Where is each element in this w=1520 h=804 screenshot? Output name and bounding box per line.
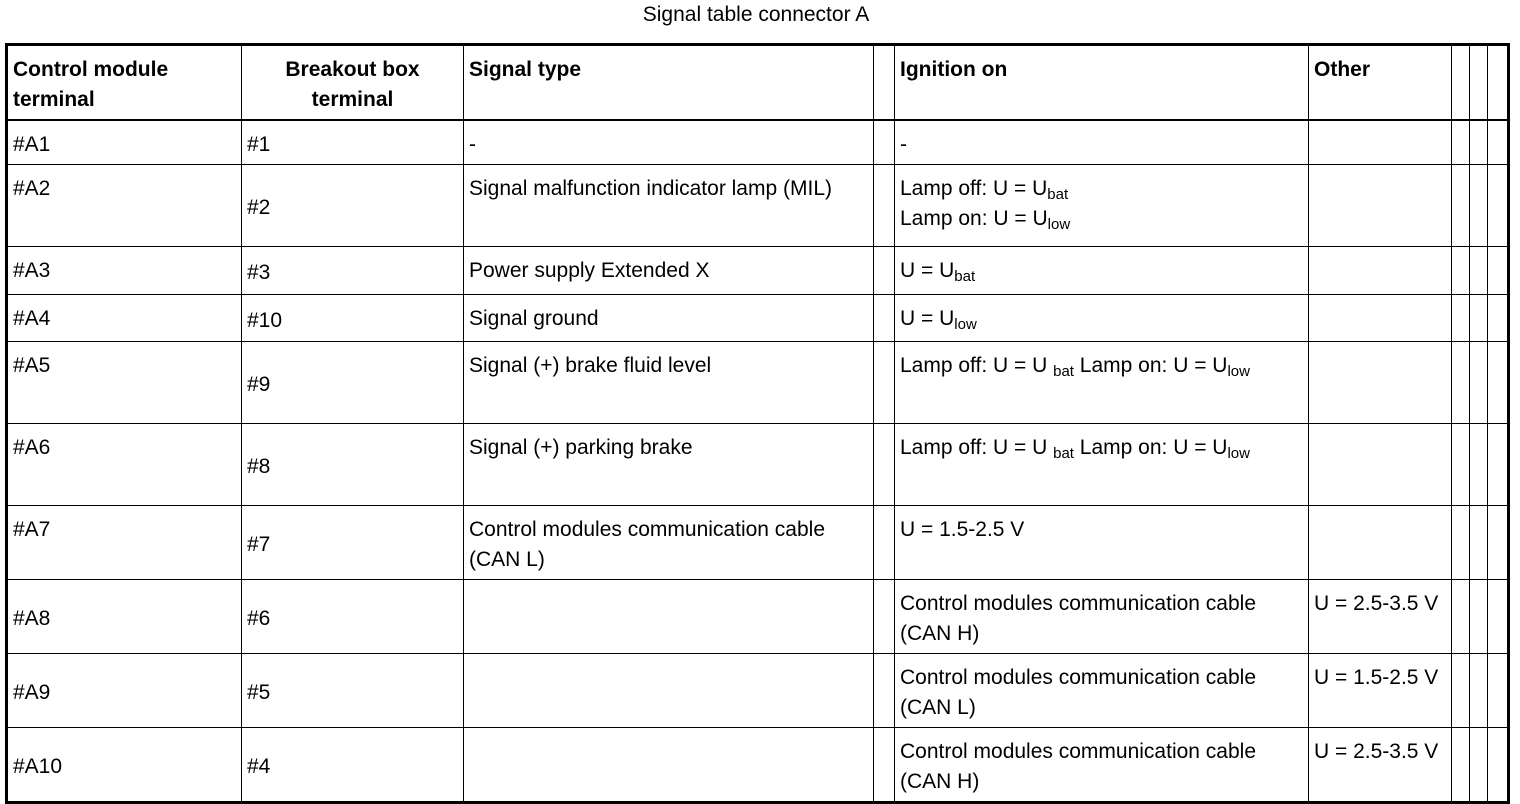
cell-terminal: #A2 bbox=[7, 165, 242, 247]
cell-ignition-on bbox=[895, 295, 1309, 342]
cell-other bbox=[1309, 342, 1452, 424]
cell-signal-type: Power supply Extended X bbox=[464, 247, 874, 295]
cell-signal-type: Signal (+) brake fluid level bbox=[464, 342, 874, 424]
ignition-line-lamp-on bbox=[900, 204, 1303, 234]
cell-signal-type: Signal malfunction indicator lamp (MIL) bbox=[464, 165, 874, 247]
cell-breakout: #8 bbox=[242, 424, 464, 506]
ignition-text: Lamp on: U = U bbox=[1073, 436, 1228, 459]
cell-ignition-on: - bbox=[895, 120, 1309, 165]
table-row bbox=[7, 728, 1509, 803]
cell-signal-type: - bbox=[464, 120, 874, 165]
cell-breakout: #1 bbox=[242, 120, 464, 165]
spacer-cell bbox=[874, 342, 895, 424]
cell-ignition-on bbox=[895, 342, 1309, 424]
empty-cell bbox=[1452, 506, 1470, 580]
empty-cell bbox=[1488, 654, 1509, 728]
cell-ignition-on: Control modules communication cable (CAN H) bbox=[895, 580, 1309, 654]
empty-cell bbox=[1470, 506, 1488, 580]
cell-terminal: #A4 bbox=[7, 295, 242, 342]
cell-breakout: #10 bbox=[242, 295, 464, 342]
empty-cell bbox=[1452, 165, 1470, 247]
cell-ignition-on: Control modules communication cable (CAN L) bbox=[895, 654, 1309, 728]
cell-other bbox=[1309, 506, 1452, 580]
empty-cell bbox=[1488, 247, 1509, 295]
spacer-cell bbox=[874, 247, 895, 295]
cell-terminal: #A5 bbox=[7, 342, 242, 424]
cell-other bbox=[1309, 295, 1452, 342]
subscript-low: low bbox=[1227, 363, 1250, 380]
empty-cell bbox=[1470, 424, 1488, 506]
cell-terminal: #A6 bbox=[7, 424, 242, 506]
empty-cell bbox=[1452, 580, 1470, 654]
cell-signal-type bbox=[464, 728, 874, 803]
spacer-cell bbox=[874, 728, 895, 803]
empty-cell bbox=[1488, 165, 1509, 247]
cell-ignition-on: Control modules communication cable (CAN H) bbox=[895, 728, 1309, 803]
cell-breakout: #7 bbox=[242, 506, 464, 580]
table-row bbox=[7, 580, 1509, 654]
cell-breakout: #3 bbox=[242, 247, 464, 295]
cell-other bbox=[1309, 165, 1452, 247]
header-signal-type: Signal type bbox=[464, 45, 874, 121]
cell-terminal: #A1 bbox=[7, 120, 242, 165]
cell-breakout: #2 bbox=[242, 165, 464, 247]
ignition-text: Lamp on: U = U bbox=[900, 207, 1048, 230]
table-row bbox=[7, 247, 1509, 295]
table-row bbox=[7, 654, 1509, 728]
header-breakout-box-terminal: Breakout box terminal bbox=[242, 45, 464, 121]
signal-table bbox=[5, 43, 1510, 804]
empty-cell bbox=[1452, 342, 1470, 424]
header-row bbox=[7, 45, 1509, 121]
empty-column bbox=[1470, 45, 1488, 121]
table-row bbox=[7, 506, 1509, 580]
cell-ignition-on bbox=[895, 247, 1309, 295]
spacer-column bbox=[874, 45, 895, 121]
table-row bbox=[7, 295, 1509, 342]
ignition-text: Lamp on: U = U bbox=[1073, 354, 1228, 377]
cell-signal-type bbox=[464, 580, 874, 654]
ignition-text: U = U bbox=[900, 307, 955, 330]
cell-terminal: #A9 bbox=[7, 654, 242, 728]
subscript-bat: bat bbox=[1053, 445, 1074, 462]
subscript-bat: bat bbox=[1053, 363, 1074, 380]
empty-cell bbox=[1452, 654, 1470, 728]
empty-cell bbox=[1488, 506, 1509, 580]
cell-terminal: #A3 bbox=[7, 247, 242, 295]
subscript-low: low bbox=[1047, 216, 1071, 233]
empty-cell bbox=[1470, 654, 1488, 728]
header-other: Other bbox=[1309, 45, 1452, 121]
table-row bbox=[7, 165, 1509, 247]
header-control-module-terminal: Control module terminal bbox=[7, 45, 242, 121]
cell-terminal: #A8 bbox=[7, 580, 242, 654]
cell-terminal: #A10 bbox=[7, 728, 242, 803]
empty-cell bbox=[1470, 247, 1488, 295]
ignition-line-lamp-off bbox=[900, 174, 1303, 204]
cell-signal-type: Signal (+) parking brake bbox=[464, 424, 874, 506]
empty-cell bbox=[1452, 424, 1470, 506]
empty-cell bbox=[1488, 120, 1509, 165]
table-caption: Signal table connector A bbox=[642, 3, 870, 26]
cell-ignition-on bbox=[895, 165, 1309, 247]
cell-other: U = 2.5-3.5 V bbox=[1309, 580, 1452, 654]
table-row bbox=[7, 342, 1509, 424]
cell-other bbox=[1309, 247, 1452, 295]
empty-column bbox=[1452, 45, 1470, 121]
cell-signal-type bbox=[464, 654, 874, 728]
cell-other bbox=[1309, 424, 1452, 506]
cell-breakout: #9 bbox=[242, 342, 464, 424]
ignition-text: Lamp off: U = U bbox=[900, 436, 1054, 459]
spacer-cell bbox=[874, 424, 895, 506]
empty-cell bbox=[1452, 120, 1470, 165]
ignition-text: U = U bbox=[900, 259, 955, 282]
subscript-low: low bbox=[1227, 445, 1250, 462]
spacer-cell bbox=[874, 654, 895, 728]
cell-breakout: #4 bbox=[242, 728, 464, 803]
empty-cell bbox=[1488, 424, 1509, 506]
empty-cell bbox=[1488, 342, 1509, 424]
cell-ignition-on bbox=[895, 424, 1309, 506]
subscript-bat: bat bbox=[1047, 186, 1069, 203]
cell-breakout: #6 bbox=[242, 580, 464, 654]
ignition-text: Lamp off: U = U bbox=[900, 354, 1054, 377]
cell-ignition-on: U = 1.5-2.5 V bbox=[895, 506, 1309, 580]
cell-other: U = 2.5-3.5 V bbox=[1309, 728, 1452, 803]
empty-cell bbox=[1470, 580, 1488, 654]
empty-cell bbox=[1470, 165, 1488, 247]
empty-cell bbox=[1470, 728, 1488, 803]
empty-cell bbox=[1452, 295, 1470, 342]
empty-cell bbox=[1470, 295, 1488, 342]
subscript-low: low bbox=[954, 316, 977, 333]
spacer-cell bbox=[874, 120, 895, 165]
empty-cell bbox=[1470, 120, 1488, 165]
cell-terminal: #A7 bbox=[7, 506, 242, 580]
empty-column bbox=[1488, 45, 1509, 121]
subscript-bat: bat bbox=[954, 268, 976, 285]
empty-cell bbox=[1470, 342, 1488, 424]
header-ignition-on: Ignition on bbox=[895, 45, 1309, 121]
empty-cell bbox=[1452, 247, 1470, 295]
cell-signal-type: Control modules communication cable (CAN L) bbox=[464, 506, 874, 580]
ignition-text: Lamp off: U = U bbox=[900, 177, 1048, 200]
cell-other: U = 1.5-2.5 V bbox=[1309, 654, 1452, 728]
table-row bbox=[7, 424, 1509, 506]
empty-cell bbox=[1488, 295, 1509, 342]
spacer-cell bbox=[874, 165, 895, 247]
empty-cell bbox=[1452, 728, 1470, 803]
empty-cell bbox=[1488, 580, 1509, 654]
spacer-cell bbox=[874, 580, 895, 654]
cell-breakout: #5 bbox=[242, 654, 464, 728]
cell-other bbox=[1309, 120, 1452, 165]
spacer-cell bbox=[874, 506, 895, 580]
cell-signal-type: Signal ground bbox=[464, 295, 874, 342]
table-row bbox=[7, 120, 1509, 165]
empty-cell bbox=[1488, 728, 1509, 803]
spacer-cell bbox=[874, 295, 895, 342]
